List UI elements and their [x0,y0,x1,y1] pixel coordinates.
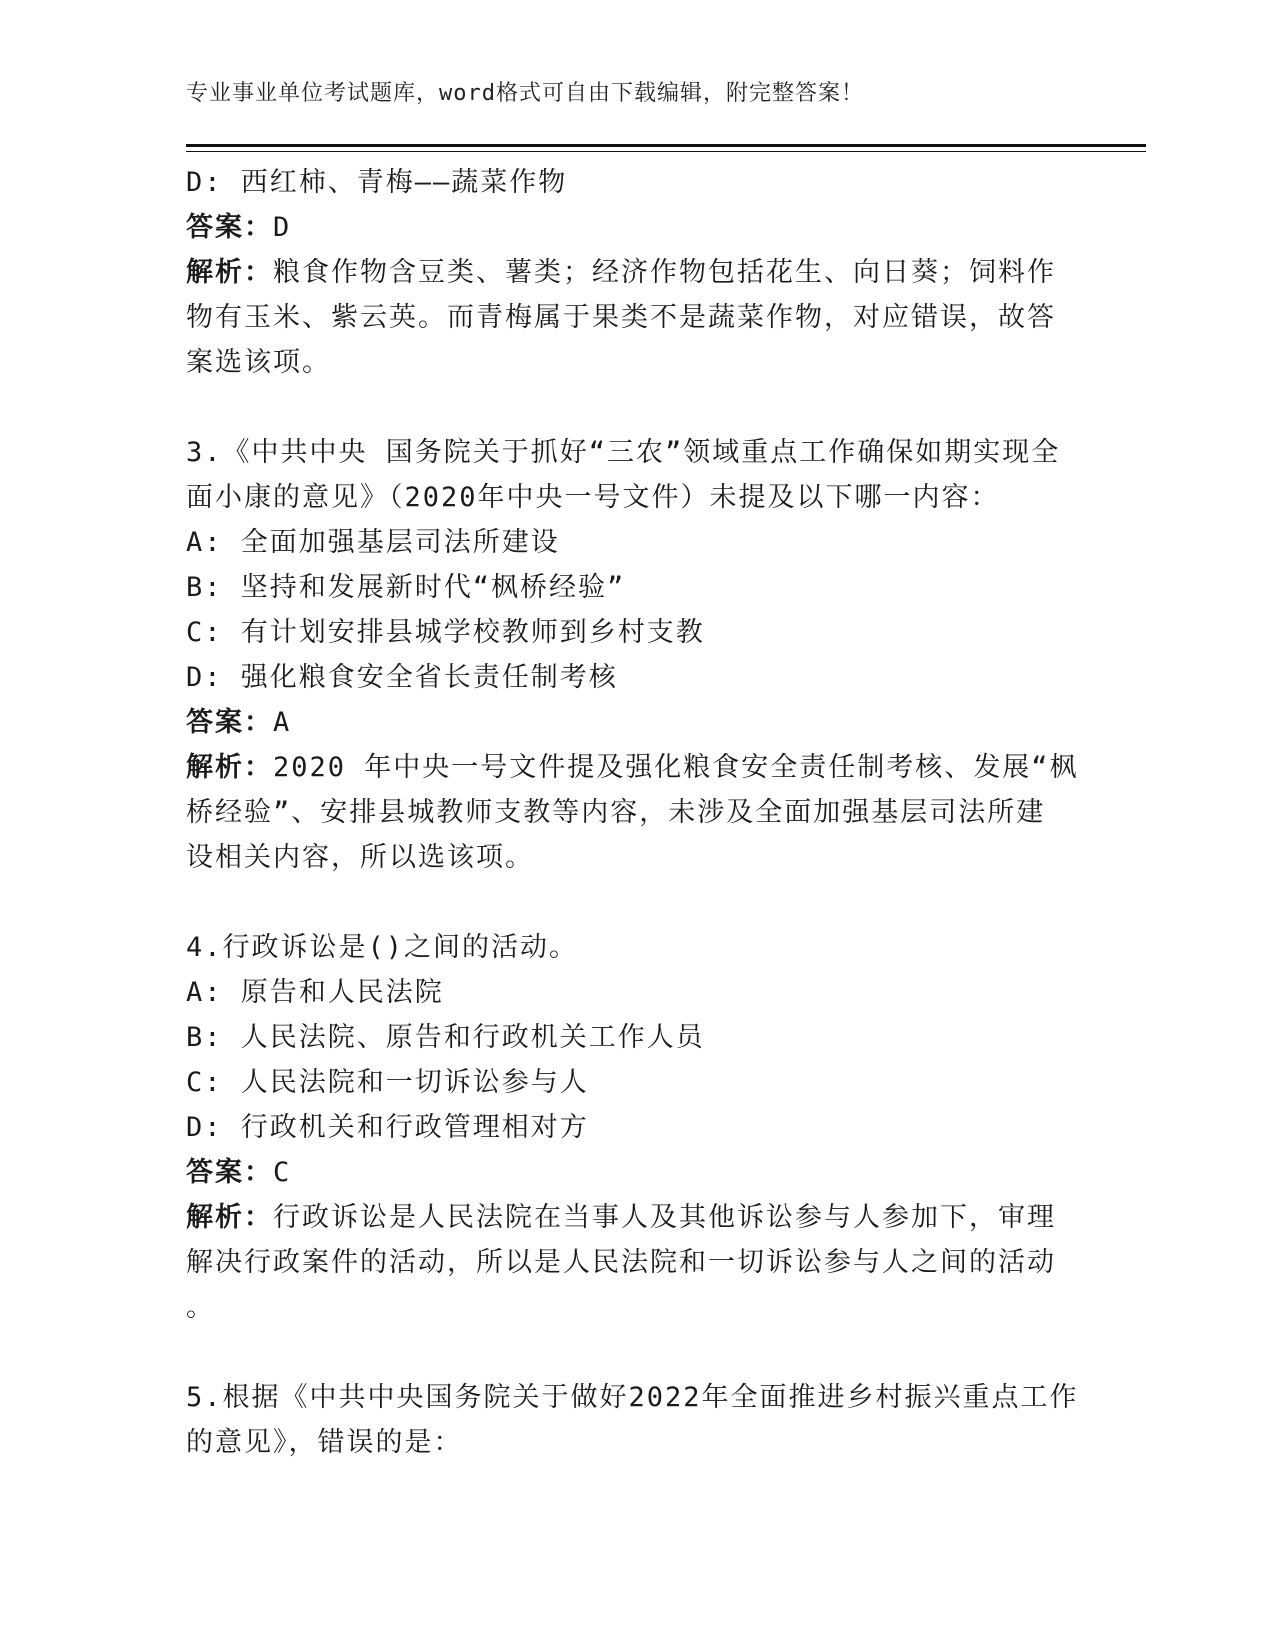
q3-analysis-line-2: 桥经验”、安排县城教师支教等内容，未涉及全面加强基层司法所建 [186,797,1046,828]
q4-answer [186,1150,1066,1195]
q4-stem: 4.行政诉讼是()之间的活动。 [186,932,579,963]
q4-analysis-line-2: 解决行政案件的活动，所以是人民法院和一切诉讼参与人之间的活动 [186,1247,1056,1278]
q3-stem-line-1: 3.《中共中央 国务院关于抓好“三农”领域重点工作确保如期实现全 [186,437,1061,468]
analysis-text: 2020 年中央一号文件提及强化粮食安全责任制考核、发展“枫 [273,752,1079,783]
q2-answer [186,205,1066,250]
analysis-label: 解析： [186,1202,273,1233]
header-rule-thin [186,151,1146,152]
q4-option-a: A: 原告和人民法院 [186,977,444,1008]
answer-value: A [273,707,292,738]
header-rule-thick [186,144,1146,147]
q5-stem-line-2: 的意见》，错误的是： [186,1427,463,1458]
analysis-label: 解析： [186,257,273,288]
spacer [186,385,1066,430]
q4-option-b: B: 人民法院、原告和行政机关工作人员 [186,1022,705,1053]
analysis-text: 粮食作物含豆类、薯类；经济作物包括花生、向日葵；饲料作 [273,257,1056,288]
q4-option-c: C: 人民法院和一切诉讼参与人 [186,1067,589,1098]
analysis-label: 解析： [186,752,273,783]
q3-option-c: C: 有计划安排县城学校教师到乡村支教 [186,617,705,648]
q3-option-d: D: 强化粮食安全省长责任制考核 [186,662,618,693]
q3-option-b: B: 坚持和发展新时代“枫桥经验” [186,572,626,603]
q3-option-a: A: 全面加强基层司法所建设 [186,527,560,558]
answer-value: C [273,1157,292,1188]
q5-stem-line-1: 5.根据《中共中央国务院关于做好2022年全面推进乡村振兴重点工作 [186,1382,1079,1413]
q3-stem-line-2: 面小康的意见》（2020年中央一号文件）未提及以下哪一内容： [186,482,1000,513]
document-body [186,160,1079,1465]
q3-analysis-line-3: 设相关内容，所以选该项。 [186,842,534,873]
answer-label: 答案： [186,212,273,243]
q4-option-d: D: 行政机关和行政管理相对方 [186,1112,589,1143]
q2-analysis-line-1 [186,250,1066,295]
spacer [186,880,1066,925]
q3-analysis-line-1 [186,745,1079,790]
answer-value: D [273,212,292,243]
q2-option-d: D: 西红柿、青梅——蔬菜作物 [186,167,568,198]
q4-analysis-line-3: 。 [186,1292,215,1323]
q4-analysis-line-1 [186,1195,1066,1240]
answer-label: 答案： [186,707,273,738]
page-header: 专业事业单位考试题库，word格式可自由下载编辑，附完整答案！ [186,81,864,106]
spacer [186,1330,1066,1375]
q3-answer [186,700,1066,745]
answer-label: 答案： [186,1157,273,1188]
q2-analysis-line-2: 物有玉米、紫云英。而青梅属于果类不是蔬菜作物，对应错误，故答 [186,302,1056,333]
q2-analysis-line-3: 案选该项。 [186,347,331,378]
analysis-text: 行政诉讼是人民法院在当事人及其他诉讼参与人参加下，审理 [273,1202,1056,1233]
